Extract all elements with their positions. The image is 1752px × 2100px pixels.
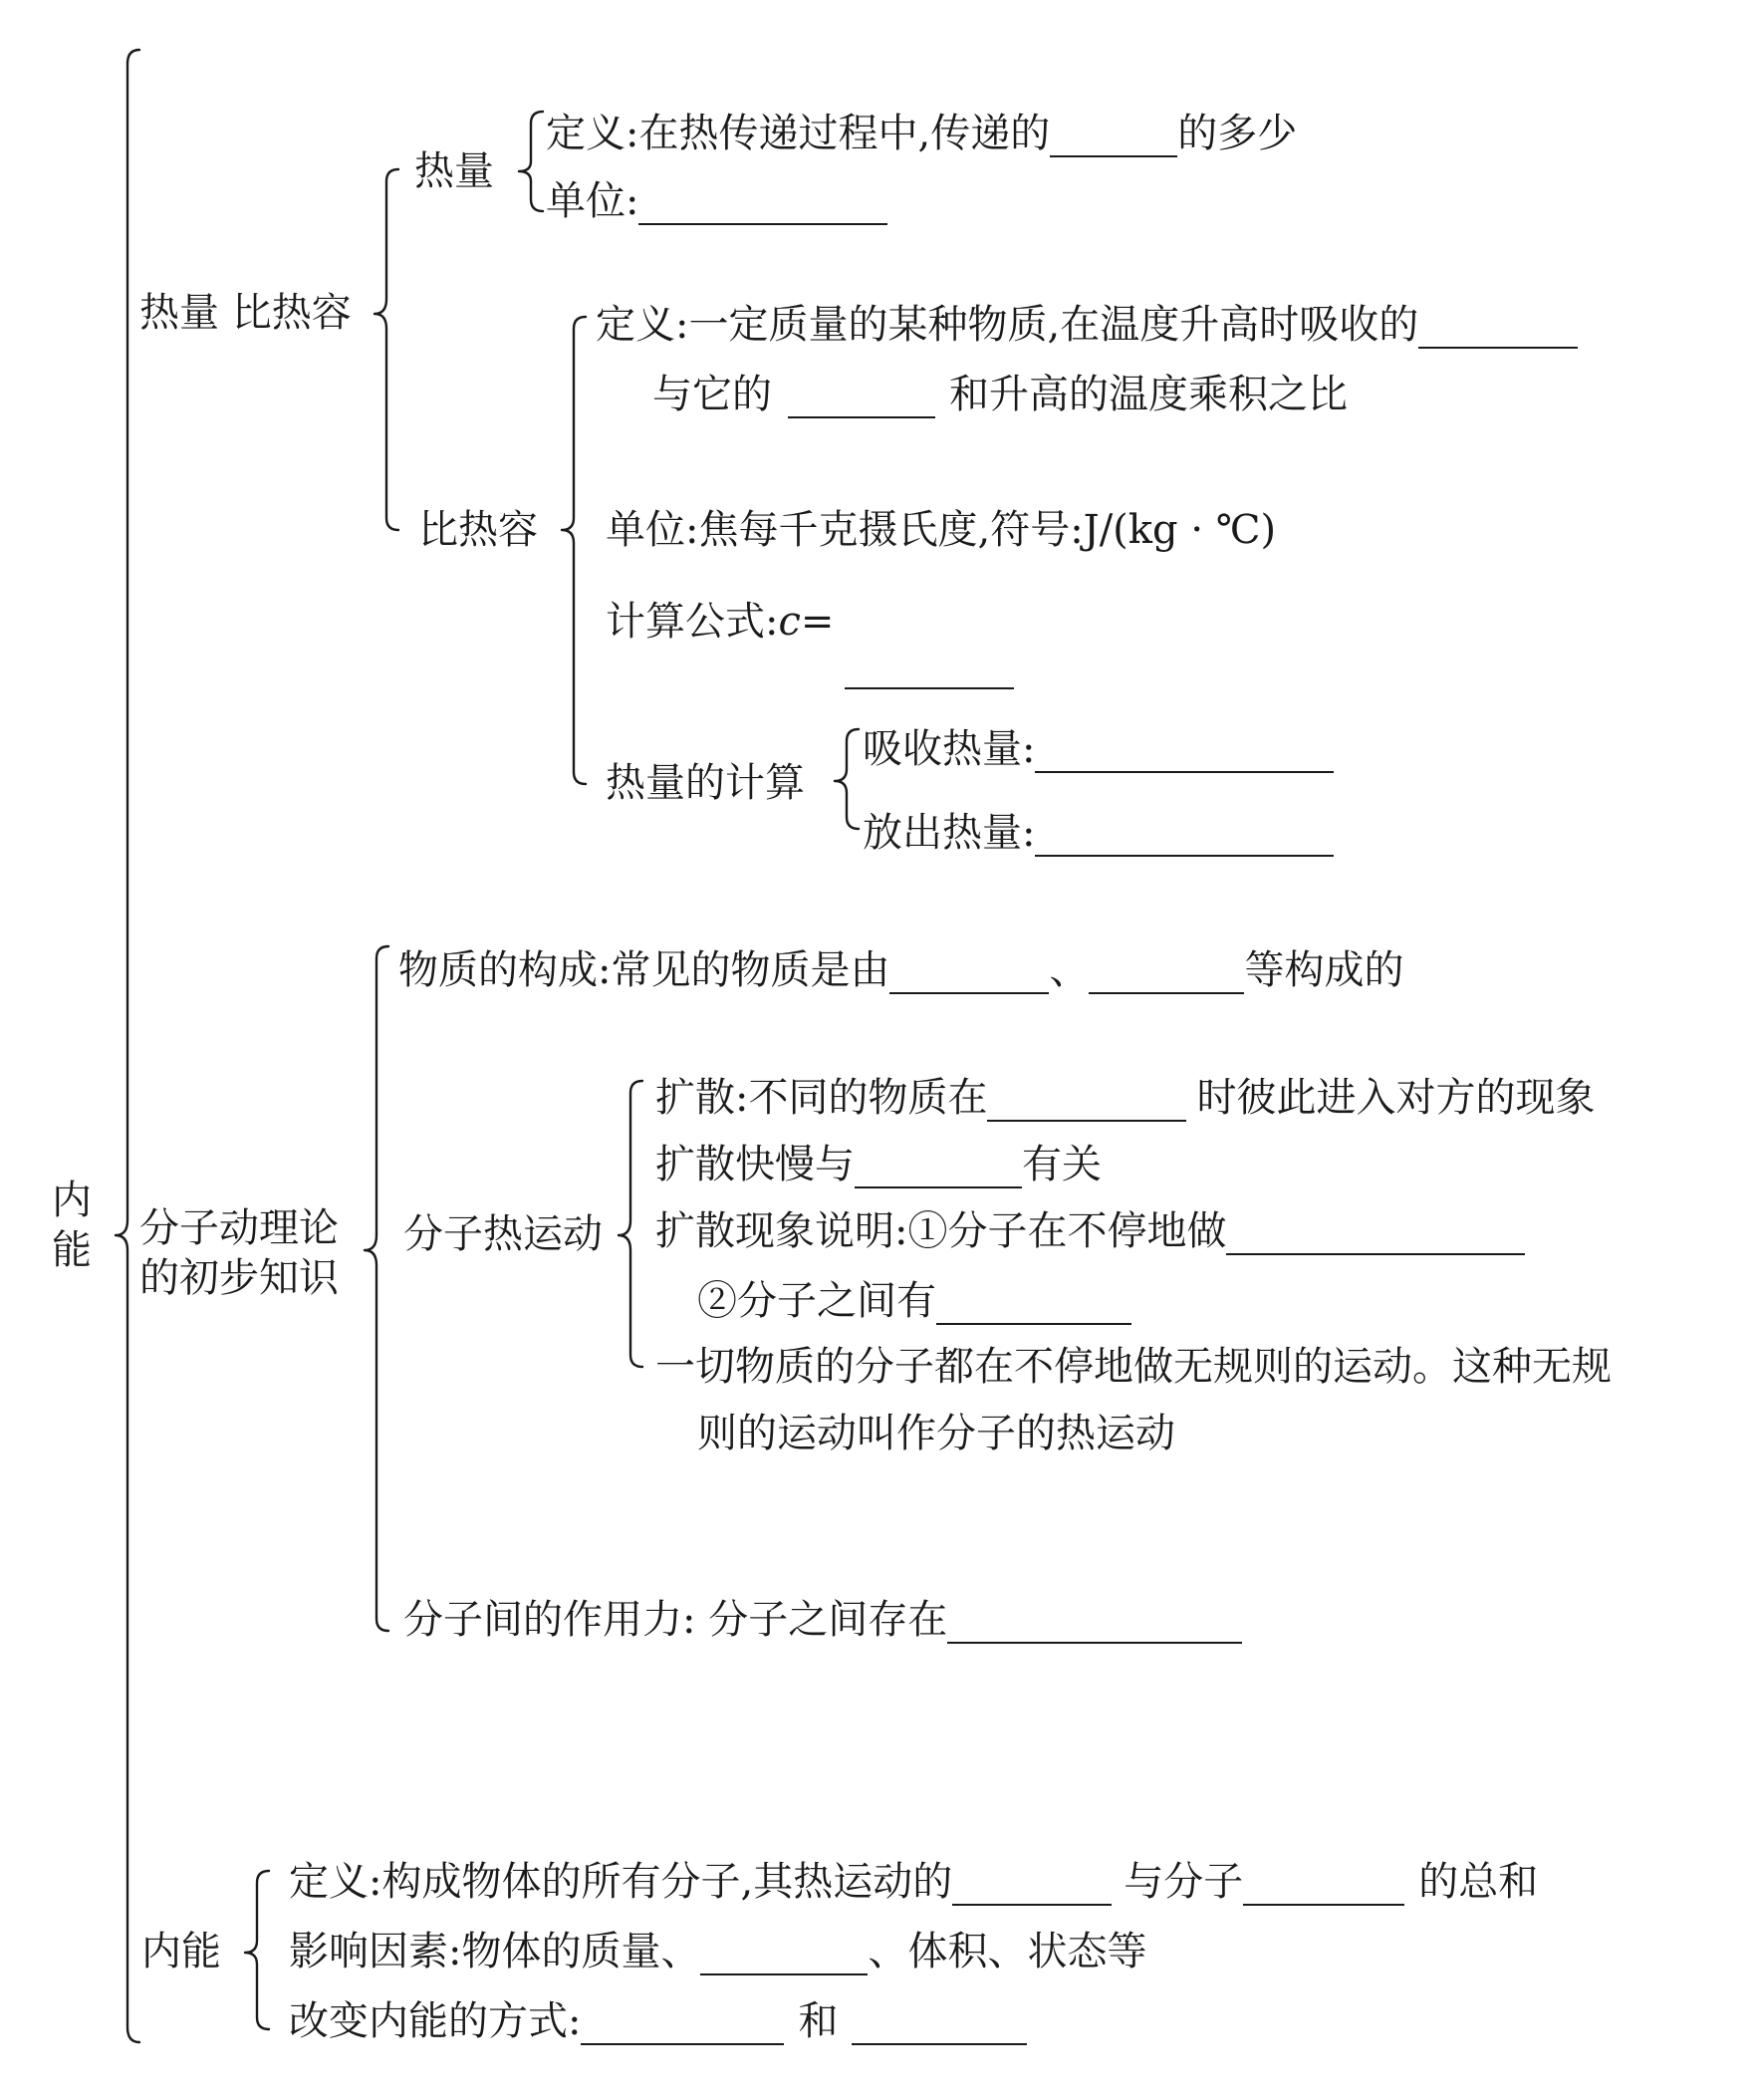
heat-unit-label: 单位: (546, 178, 639, 224)
explain2-blank[interactable] (936, 1285, 1131, 1325)
change-and: 和 (798, 1998, 839, 2044)
formula-fraction-line[interactable] (845, 687, 1014, 689)
internal-def-suffix: 的总和 (1418, 1859, 1539, 1905)
heat-capacity-label: 热量 比热容 (139, 290, 352, 336)
kinetic-brace (365, 946, 388, 1631)
specific-def2-prefix: 与它的 (652, 372, 772, 417)
specific-definition-line1 (596, 301, 1578, 349)
composition-prefix: 物质的构成:常见的物质是由 (398, 947, 890, 993)
internal-def-mid: 与分子 (1124, 1859, 1244, 1905)
change-blank-2[interactable] (852, 2005, 1027, 2045)
absorb-blank[interactable] (1035, 733, 1334, 773)
heat-definition (546, 110, 1297, 157)
change-blank-1[interactable] (581, 2005, 784, 2045)
internal-definition (289, 1858, 1538, 1906)
internal-change (289, 1997, 1027, 2045)
thermal-label: 分子热运动 (403, 1211, 603, 1257)
absorb-label: 吸收热量: (863, 726, 1036, 772)
internal-factors (289, 1928, 1146, 1975)
diffusion-suffix: 时彼此进入对方的现象 (1196, 1075, 1596, 1121)
internal-def-blank-2[interactable] (1243, 1866, 1404, 1906)
specific-absorb-blank[interactable] (1418, 309, 1578, 349)
explain1-blank[interactable] (1226, 1215, 1525, 1255)
thermal-summary-line1: 一切物质的分子都在不停地做无规则的运动。这种无规 (655, 1344, 1612, 1390)
specific-definition-line2 (652, 371, 1348, 418)
kinetic-label (139, 1203, 339, 1303)
factors-blank[interactable] (700, 1936, 868, 1975)
speed-prefix: 扩散快慢与 (655, 1142, 855, 1187)
molecular-force (403, 1592, 1242, 1644)
kinetic-label-line2: 的初步知识 (139, 1255, 339, 1301)
diffusion-blank[interactable] (987, 1082, 1186, 1122)
specific-brace (562, 317, 586, 784)
root-char-1: 内 (52, 1178, 92, 1223)
diffusion-explain-2 (697, 1277, 1131, 1325)
heat-capacity-brace (375, 169, 398, 530)
heat-unit-blank[interactable] (638, 185, 887, 225)
diffusion-explain-1 (655, 1207, 1525, 1255)
diffusion-prefix: 扩散:不同的物质在 (655, 1075, 988, 1121)
specific-mass-blank[interactable] (788, 379, 935, 418)
formula-eq: = (800, 599, 835, 645)
diffusion (655, 1074, 1595, 1122)
composition (398, 946, 1403, 994)
thermal-brace (619, 1081, 642, 1367)
calc-absorb (863, 725, 1334, 773)
heat-definition-suffix: 的多少 (1177, 111, 1298, 156)
heat-unit (546, 177, 887, 225)
explain2-prefix: ②分子之间有 (697, 1278, 936, 1324)
speed-blank[interactable] (855, 1149, 1022, 1188)
internal-def-prefix: 定义:构成物体的所有分子,其热运动的 (289, 1859, 953, 1905)
root-char-2: 能 (52, 1227, 92, 1273)
diffusion-speed (655, 1141, 1102, 1188)
heat-definition-prefix: 定义:在热传递过程中,传递的 (546, 111, 1051, 156)
formula-label: 计算公式: (606, 599, 779, 645)
heat-brace (519, 112, 543, 211)
specific-def2-suffix: 和升高的温度乘积之比 (949, 372, 1348, 417)
calc-brace (835, 729, 859, 829)
calc-label: 热量的计算 (606, 760, 805, 806)
root-label (52, 1176, 92, 1275)
force-prefix: 分子间的作用力: 分子之间存在 (403, 1597, 948, 1643)
heat-definition-blank[interactable] (1050, 118, 1177, 157)
speed-suffix: 有关 (1022, 1142, 1102, 1187)
factors-prefix: 影响因素:物体的质量、 (289, 1929, 701, 1974)
internal-def-blank-1[interactable] (952, 1866, 1112, 1906)
specific-unit: 单位:焦每千克摄氏度,符号:J/(kg · ℃) (606, 507, 1277, 553)
root-brace (116, 50, 139, 2042)
specific-formula (606, 598, 834, 646)
kinetic-label-line1: 分子动理论 (139, 1205, 339, 1251)
explain1-prefix: 扩散现象说明:①分子在不停地做 (655, 1208, 1227, 1254)
composition-blank-1[interactable] (889, 954, 1049, 994)
heat-label: 热量 (414, 148, 494, 194)
thermal-summary-line2: 则的运动叫作分子的热运动 (697, 1411, 1175, 1456)
internal-brace (245, 1871, 269, 2029)
calc-release (863, 797, 1334, 857)
internal-label: 内能 (141, 1929, 221, 1974)
release-blank[interactable] (1035, 797, 1334, 857)
composition-blank-2[interactable] (1089, 954, 1244, 994)
factors-suffix: 、体积、状态等 (868, 1929, 1147, 1974)
composition-suffix: 等构成的 (1244, 947, 1404, 993)
specific-definition-text: 定义:一定质量的某种物质,在温度升高时吸收的 (596, 302, 1419, 348)
formula-var: c (778, 599, 801, 645)
specific-label: 比热容 (418, 507, 538, 553)
composition-sep: 、 (1049, 947, 1090, 993)
force-blank[interactable] (947, 1592, 1242, 1644)
release-label: 放出热量: (863, 810, 1036, 856)
change-prefix: 改变内能的方式: (289, 1998, 582, 2044)
